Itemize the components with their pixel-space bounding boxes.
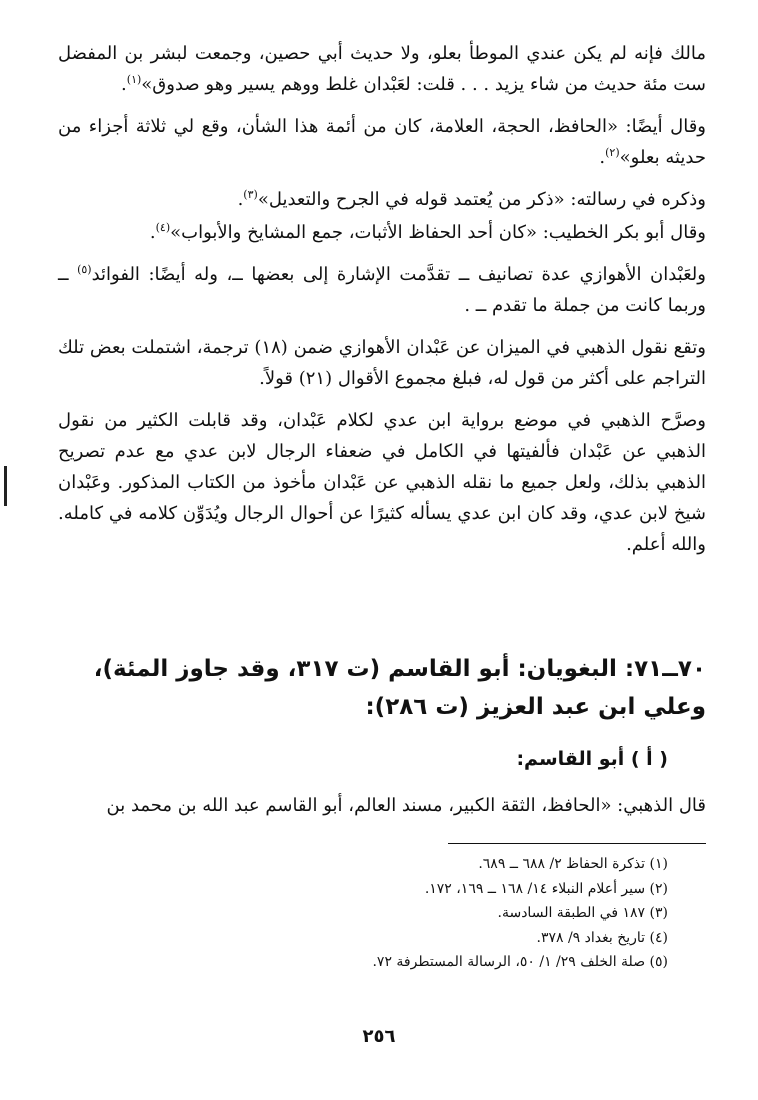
body-text <box>58 38 706 571</box>
paragraph: وتقع نقول الذهبي في الميزان عن عَبْدان الأهوازي ضمن (١٨) ترجمة، اشتملت بعض تلك التراجم على أكثر من قول له، فبلغ مجموع الأقوال (٢١) قولاً. <box>58 337 706 389</box>
paragraph: وقال أبو بكر الخطيب: «كان أحد الحفاظ الأثبات، جمع المشايخ والأبواب»$^{(٤)}$. <box>149 221 706 243</box>
footnote: (٥) صلة الخلف ٢٩/ ١/ ٥٠، الرسالة المستطرفة ٧٢. <box>372 954 668 970</box>
paragraph: وذكره في رسالته: «ذكر من يُعتمد قوله في الجرح والتعديل»$^{(٣)}$. <box>237 188 706 210</box>
footnote: (١) تذكرة الحفاظ ٢/ ٦٨٨ ــ ٦٨٩. <box>478 856 668 872</box>
footnotes-list <box>120 852 668 975</box>
paragraph: ولعَبْدان الأهوازي عدة تصانيف ــ تقدَّمت الإشارة إلى بعضها ــ، وله أيضًا: الفوائد$^{(٥)}$ ــ وربما كانت من جملة ما تقدم ــ . <box>58 263 706 316</box>
margin-mark <box>4 466 7 506</box>
sub-heading: ( أ ) أبو القاسم: <box>516 748 668 770</box>
footnote: (٢) سير أعلام النبلاء ١٤/ ١٦٨ ــ ١٦٩، ١٧٢. <box>424 880 668 897</box>
footnote-ref: (٣) <box>243 188 258 201</box>
footnote-divider <box>448 843 706 844</box>
footnote-ref: (٤) <box>155 221 171 234</box>
paragraph: وقال أيضًا: «الحافظ، الحجة، العلامة، كان من أئمة هذا الشأن، وقع لي ثلاثة أجزاء من حديثه بعلو»$^{(٢)}$. <box>58 116 706 168</box>
footnote: (٣) ١٨٧ في الطبقة السادسة. <box>497 905 668 921</box>
footnote: (٤) تاريخ بغداد ٩/ ٣٧٨. <box>536 929 668 946</box>
paragraph: قال الذهبي: «الحافظ، الثقة الكبير، مسند العالم، أبو القاسم عبد الله بن محمد بن <box>106 795 706 816</box>
footnote-ref: (٥) <box>77 263 92 276</box>
paragraph: وصرَّح الذهبي في موضع برواية ابن عدي لكلام عَبْدان، وقد قابلت الكثير من نقول الذهبي عن عَبْدان فألفيتها في الكامل في ضعفاء الرجال لابن عدي مع عدم تصريح الذهبي بذلك، ولعل جميع ما نقله الذهبي عن عَبْدان مأخوذ من الكتاب المذكور. وعَبْدان شيخ لابن عدي، وقد كان ابن عدي يسأله كثيرًا عن أحوال الرجال ويُدَوِّن كلامه في كامله. والله أعلم. <box>58 410 706 555</box>
footnote-ref: (٢) <box>605 146 620 159</box>
footnote-ref: (١) <box>126 73 142 86</box>
section-heading: ٧٠ــ٧١: البغويان: أبو القاسم (ت ٣١٧، وقد جاوز المئة)، وعلي ابن عبد العزيز (ت ٢٨٦): <box>93 656 706 720</box>
page-number: ٢٥٦ <box>362 1026 396 1047</box>
paragraph: مالك فإنه لم يكن عندي الموطأ بعلو، ولا حديث أبي حصين، وجمعت لبشر بن المفضل ست مئة حديث من شاء يزيد . . . قلت: لعَبْدان غلط ووهم يسير وهو صدوق»$^{(١)}$. <box>58 43 706 95</box>
